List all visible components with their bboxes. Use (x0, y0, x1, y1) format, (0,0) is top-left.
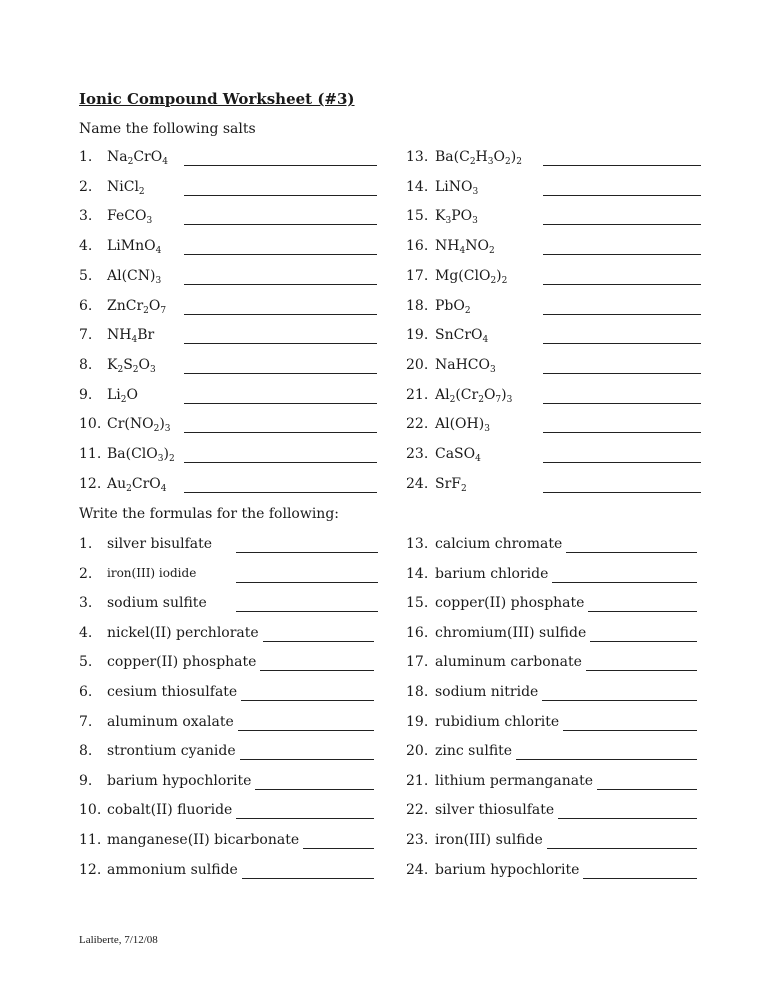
salts_left-label (107, 179, 145, 195)
names_right-number: 13. (406, 536, 429, 552)
formula-subscript: 3 (150, 364, 156, 375)
names_right-label: aluminum carbonate (435, 654, 582, 671)
answer-blank[interactable] (255, 789, 374, 790)
names_left-number: 9. (79, 772, 93, 789)
salts_left-label (107, 298, 166, 314)
formula-subscript: 2 (490, 275, 497, 286)
salts_right-label (435, 208, 478, 227)
names_right-label: zinc sulfite (435, 743, 513, 760)
salts_right-number: 19. (406, 327, 429, 344)
answer-blank[interactable] (547, 848, 697, 849)
salts_left-label (107, 446, 175, 462)
formula-subscript: 2 (488, 246, 495, 257)
formula-text: O (493, 149, 505, 165)
names_left-label: manganese(II) bicarbonate (107, 832, 300, 848)
answer-blank[interactable] (303, 848, 374, 849)
formula-subscript: 2 (461, 483, 467, 494)
salts_left-number: 7. (79, 327, 93, 344)
formula-text: NH (435, 238, 460, 255)
answer-blank[interactable] (238, 730, 374, 731)
answer-blank[interactable] (543, 284, 701, 285)
salts_right-label (435, 357, 496, 373)
formula-text: Al(CN) (107, 267, 156, 284)
formula-subscript: 4 (459, 246, 466, 257)
answer-blank[interactable] (236, 582, 378, 583)
salts_right-label (435, 327, 489, 346)
salts_left-label (107, 238, 162, 257)
formula-text: Mg(ClO (435, 267, 491, 284)
footer-author-date: Laliberte, 7/12/08 (79, 934, 158, 946)
names_left-number: 3. (79, 595, 93, 612)
formula-text: H (475, 149, 488, 165)
section-heading-name-salts: Name the following salts (79, 121, 256, 137)
answer-blank[interactable] (583, 878, 697, 879)
names_left-number: 6. (79, 684, 93, 700)
formula-subscript: 2 (127, 157, 134, 167)
answer-blank[interactable] (543, 224, 701, 225)
names_left-label: silver bisulfate (107, 536, 213, 552)
answer-blank[interactable] (542, 700, 697, 701)
answer-blank[interactable] (184, 492, 377, 493)
answer-blank[interactable] (566, 552, 697, 553)
formula-subscript: 2 (478, 394, 484, 405)
salts_left-label (107, 327, 155, 346)
names_left-number: 12. (79, 861, 102, 878)
formula-text: Au (107, 475, 127, 492)
salts_right-number: 24. (406, 475, 429, 492)
formula-subscript: 4 (162, 157, 168, 167)
formula-text: S (123, 356, 133, 373)
names_left-label: cobalt(II) fluoride (107, 802, 233, 819)
names_right-label: iron(III) sulfide (435, 832, 543, 848)
answer-blank[interactable] (184, 343, 377, 344)
formula-subscript: 7 (160, 305, 167, 316)
formula-text: LiNO (435, 178, 473, 195)
formula-subscript: 3 (472, 186, 479, 197)
names_right-number: 17. (406, 654, 429, 671)
answer-blank[interactable] (543, 343, 701, 344)
names_left-number: 8. (79, 743, 93, 760)
answer-blank[interactable] (240, 759, 374, 760)
formula-subscript: 2 (132, 364, 139, 375)
formula-text: PO (451, 208, 473, 225)
formula-subscript: 3 (472, 216, 478, 227)
salts_left-label (107, 268, 161, 284)
formula-text: ZnCr (107, 297, 144, 314)
formula-text: Al(OH) (435, 416, 485, 433)
salts_left-number: 10. (79, 416, 102, 433)
formula-subscript: 2 (153, 424, 160, 435)
salts_right-number: 14. (406, 178, 429, 195)
names_left-label: nickel(II) perchlorate (107, 624, 259, 641)
salts_left-number: 3. (79, 208, 93, 225)
names_left-number: 11. (79, 832, 102, 848)
answer-blank[interactable] (543, 492, 701, 493)
answer-blank[interactable] (184, 462, 377, 463)
answer-blank[interactable] (543, 254, 701, 255)
salts_right-number: 23. (406, 446, 429, 462)
formula-text: NiCl (107, 178, 139, 195)
answer-blank[interactable] (543, 462, 701, 463)
formula-text: CrO (131, 475, 161, 492)
formula-text: ) (159, 416, 165, 433)
answer-blank[interactable] (263, 641, 374, 642)
names_right-label: lithium permanganate (435, 772, 593, 789)
salts_left-number: 4. (79, 238, 93, 255)
names_right-number: 19. (406, 713, 429, 730)
names_left-number: 7. (79, 713, 93, 730)
formula-subscript: 3 (484, 424, 490, 435)
salts_left-label (107, 416, 171, 435)
formula-subscript: 2 (126, 483, 132, 494)
answer-blank[interactable] (236, 611, 378, 612)
answer-blank[interactable] (184, 432, 377, 433)
answer-blank[interactable] (184, 314, 377, 315)
formula-subscript: 2 (168, 454, 175, 464)
names_right-number: 20. (406, 743, 429, 760)
formula-subscript: 2 (504, 157, 511, 167)
answer-blank[interactable] (516, 759, 697, 760)
answer-blank[interactable] (184, 373, 377, 374)
formula-subscript: 4 (160, 483, 167, 494)
salts_left-number: 9. (79, 386, 93, 403)
salts_right-number: 13. (406, 149, 429, 165)
answer-blank[interactable] (588, 611, 697, 612)
answer-blank[interactable] (184, 224, 377, 225)
salts_left-label (107, 208, 153, 227)
section-heading-write-formulas: Write the formulas for the following: (79, 506, 340, 522)
formula-subscript: 3 (157, 454, 164, 464)
salts_right-number: 18. (406, 297, 429, 314)
formula-text: Na (107, 149, 128, 165)
formula-subscript: 2 (464, 305, 471, 316)
formula-text: SnCrO (435, 327, 483, 344)
answer-blank[interactable] (543, 432, 701, 433)
names_left-number: 10. (79, 802, 102, 819)
formula-text: SrF (435, 475, 461, 492)
answer-blank[interactable] (590, 641, 697, 642)
formula-subscript: 2 (117, 364, 124, 375)
names_left-label: ammonium sulfide (107, 861, 238, 878)
formula-subscript: 3 (155, 275, 162, 286)
names_right-number: 24. (406, 861, 429, 878)
names_left-number: 5. (79, 654, 93, 671)
answer-blank[interactable] (242, 878, 374, 879)
answer-blank[interactable] (543, 195, 701, 196)
formula-text: Ba(C (435, 149, 470, 165)
formula-subscript: 3 (164, 424, 171, 435)
formula-text: Br (137, 327, 155, 344)
salts_left-label (107, 357, 156, 373)
answer-blank[interactable] (597, 789, 697, 790)
formula-text: Li (107, 386, 121, 403)
salts_right-label (435, 238, 495, 257)
salts_right-number: 22. (406, 416, 429, 433)
formula-text: ) (163, 446, 169, 462)
salts_right-number: 17. (406, 267, 429, 284)
answer-blank[interactable] (236, 818, 374, 819)
names_right-label: calcium chromate (435, 536, 563, 552)
salts_left-number: 1. (79, 149, 93, 165)
formula-text: K (435, 208, 446, 225)
salts_right-number: 16. (406, 238, 429, 255)
salts_right-number: 20. (406, 356, 429, 373)
formula-text: Al (435, 386, 450, 403)
names_right-label: sodium nitride (435, 684, 539, 700)
formula-text: Cr(NO (107, 416, 154, 433)
answer-blank[interactable] (552, 582, 697, 583)
names_right-label: chromium(III) sulfide (435, 624, 587, 641)
answer-blank[interactable] (543, 373, 701, 374)
salts_left-number: 5. (79, 267, 93, 284)
names_right-label: rubidium chlorite (435, 713, 560, 730)
salts_left-label (107, 476, 167, 492)
formula-subscript: 4 (482, 335, 489, 346)
names_right-label: barium hypochlorite (435, 861, 580, 878)
names_left-label: copper(II) phosphate (107, 654, 257, 671)
names_left-number: 1. (79, 536, 93, 552)
formula-subscript: 3 (506, 394, 513, 405)
salts_right-label (435, 416, 490, 435)
formula-text: O (483, 386, 496, 403)
names_right-number: 15. (406, 595, 429, 612)
salts_right-number: 21. (406, 386, 429, 403)
salts_left-number: 6. (79, 297, 93, 314)
names_right-label: barium chloride (435, 565, 549, 582)
formula-subscript: 2 (143, 305, 149, 316)
formula-text: Ba(ClO (107, 446, 158, 462)
formula-subscript: 2 (501, 275, 508, 286)
formula-subscript: 4 (155, 246, 162, 257)
names_right-number: 16. (406, 624, 429, 641)
answer-blank[interactable] (184, 254, 377, 255)
names_right-number: 23. (406, 832, 429, 848)
formula-text: CrO (133, 149, 163, 165)
salts_left-label (107, 387, 138, 403)
answer-blank[interactable] (236, 552, 378, 553)
formula-subscript: 7 (495, 394, 502, 405)
salts_right-number: 15. (406, 208, 429, 225)
formula-text: O (126, 386, 138, 403)
names_right-label: copper(II) phosphate (435, 595, 585, 612)
names_right-number: 18. (406, 684, 429, 700)
salts_left-number: 12. (79, 475, 102, 492)
formula-text: K (107, 356, 118, 373)
formula-text: ) (501, 386, 507, 403)
formula-text: ) (496, 267, 502, 284)
names_right-number: 21. (406, 772, 429, 789)
salts_right-label (435, 298, 471, 314)
formula-subscript: 2 (138, 186, 145, 197)
answer-blank[interactable] (184, 403, 377, 404)
answer-blank[interactable] (184, 284, 377, 285)
formula-text: FeCO (107, 208, 147, 225)
formula-subscript: 3 (445, 216, 452, 227)
formula-subscript: 4 (475, 454, 481, 464)
salts_right-label (435, 179, 478, 195)
salts_right-label (435, 446, 481, 462)
formula-text: O (138, 356, 151, 373)
salts_left-label (107, 149, 168, 165)
formula-text: ) (510, 149, 517, 165)
salts_right-label (435, 149, 522, 165)
names_right-number: 22. (406, 802, 429, 819)
formula-subscript: 3 (146, 216, 153, 227)
names_left-label: barium hypochlorite (107, 772, 252, 789)
answer-blank[interactable] (543, 165, 701, 166)
answer-blank[interactable] (184, 195, 377, 196)
answer-blank[interactable] (543, 403, 701, 404)
formula-subscript: 2 (120, 394, 127, 405)
formula-text: O (148, 297, 161, 314)
names_left-label: iron(III) iodide (107, 565, 197, 580)
salts_left-number: 11. (79, 446, 102, 462)
formula-text: CaSO (435, 446, 476, 462)
salts_right-label (435, 268, 507, 284)
names_right-label: silver thiosulfate (435, 802, 555, 819)
answer-blank[interactable] (260, 670, 374, 671)
names_left-number: 4. (79, 624, 93, 641)
names_left-label: aluminum oxalate (107, 713, 234, 730)
names_right-number: 14. (406, 565, 429, 582)
salts_left-number: 2. (79, 178, 93, 195)
answer-blank[interactable] (558, 818, 697, 819)
formula-text: NH (107, 327, 132, 344)
formula-text: NO (465, 238, 489, 255)
answer-blank[interactable] (184, 165, 377, 166)
formula-text: PbO (435, 297, 465, 314)
formula-subscript: 2 (516, 157, 522, 167)
answer-blank[interactable] (563, 730, 697, 731)
salts_left-number: 8. (79, 356, 93, 373)
answer-blank[interactable] (586, 670, 697, 671)
names_left-label: strontium cyanide (107, 743, 236, 760)
answer-blank[interactable] (241, 700, 374, 701)
salts_right-label (435, 387, 512, 403)
formula-subscript: 2 (469, 157, 476, 167)
formula-subscript: 4 (131, 335, 138, 346)
formula-subscript: 2 (449, 394, 456, 405)
formula-subscript: 3 (490, 364, 496, 375)
formula-text: LiMnO (107, 238, 156, 255)
salts_right-label (435, 476, 467, 492)
names_left-number: 2. (79, 565, 93, 582)
formula-text: NaHCO (435, 356, 490, 373)
formula-text: (Cr (455, 386, 479, 403)
names_left-label: sodium sulfite (107, 595, 207, 612)
answer-blank[interactable] (543, 314, 701, 315)
worksheet-title: Ionic Compound Worksheet (#3) (79, 90, 355, 108)
names_left-label: cesium thiosulfate (107, 684, 238, 700)
formula-subscript: 3 (487, 157, 494, 167)
